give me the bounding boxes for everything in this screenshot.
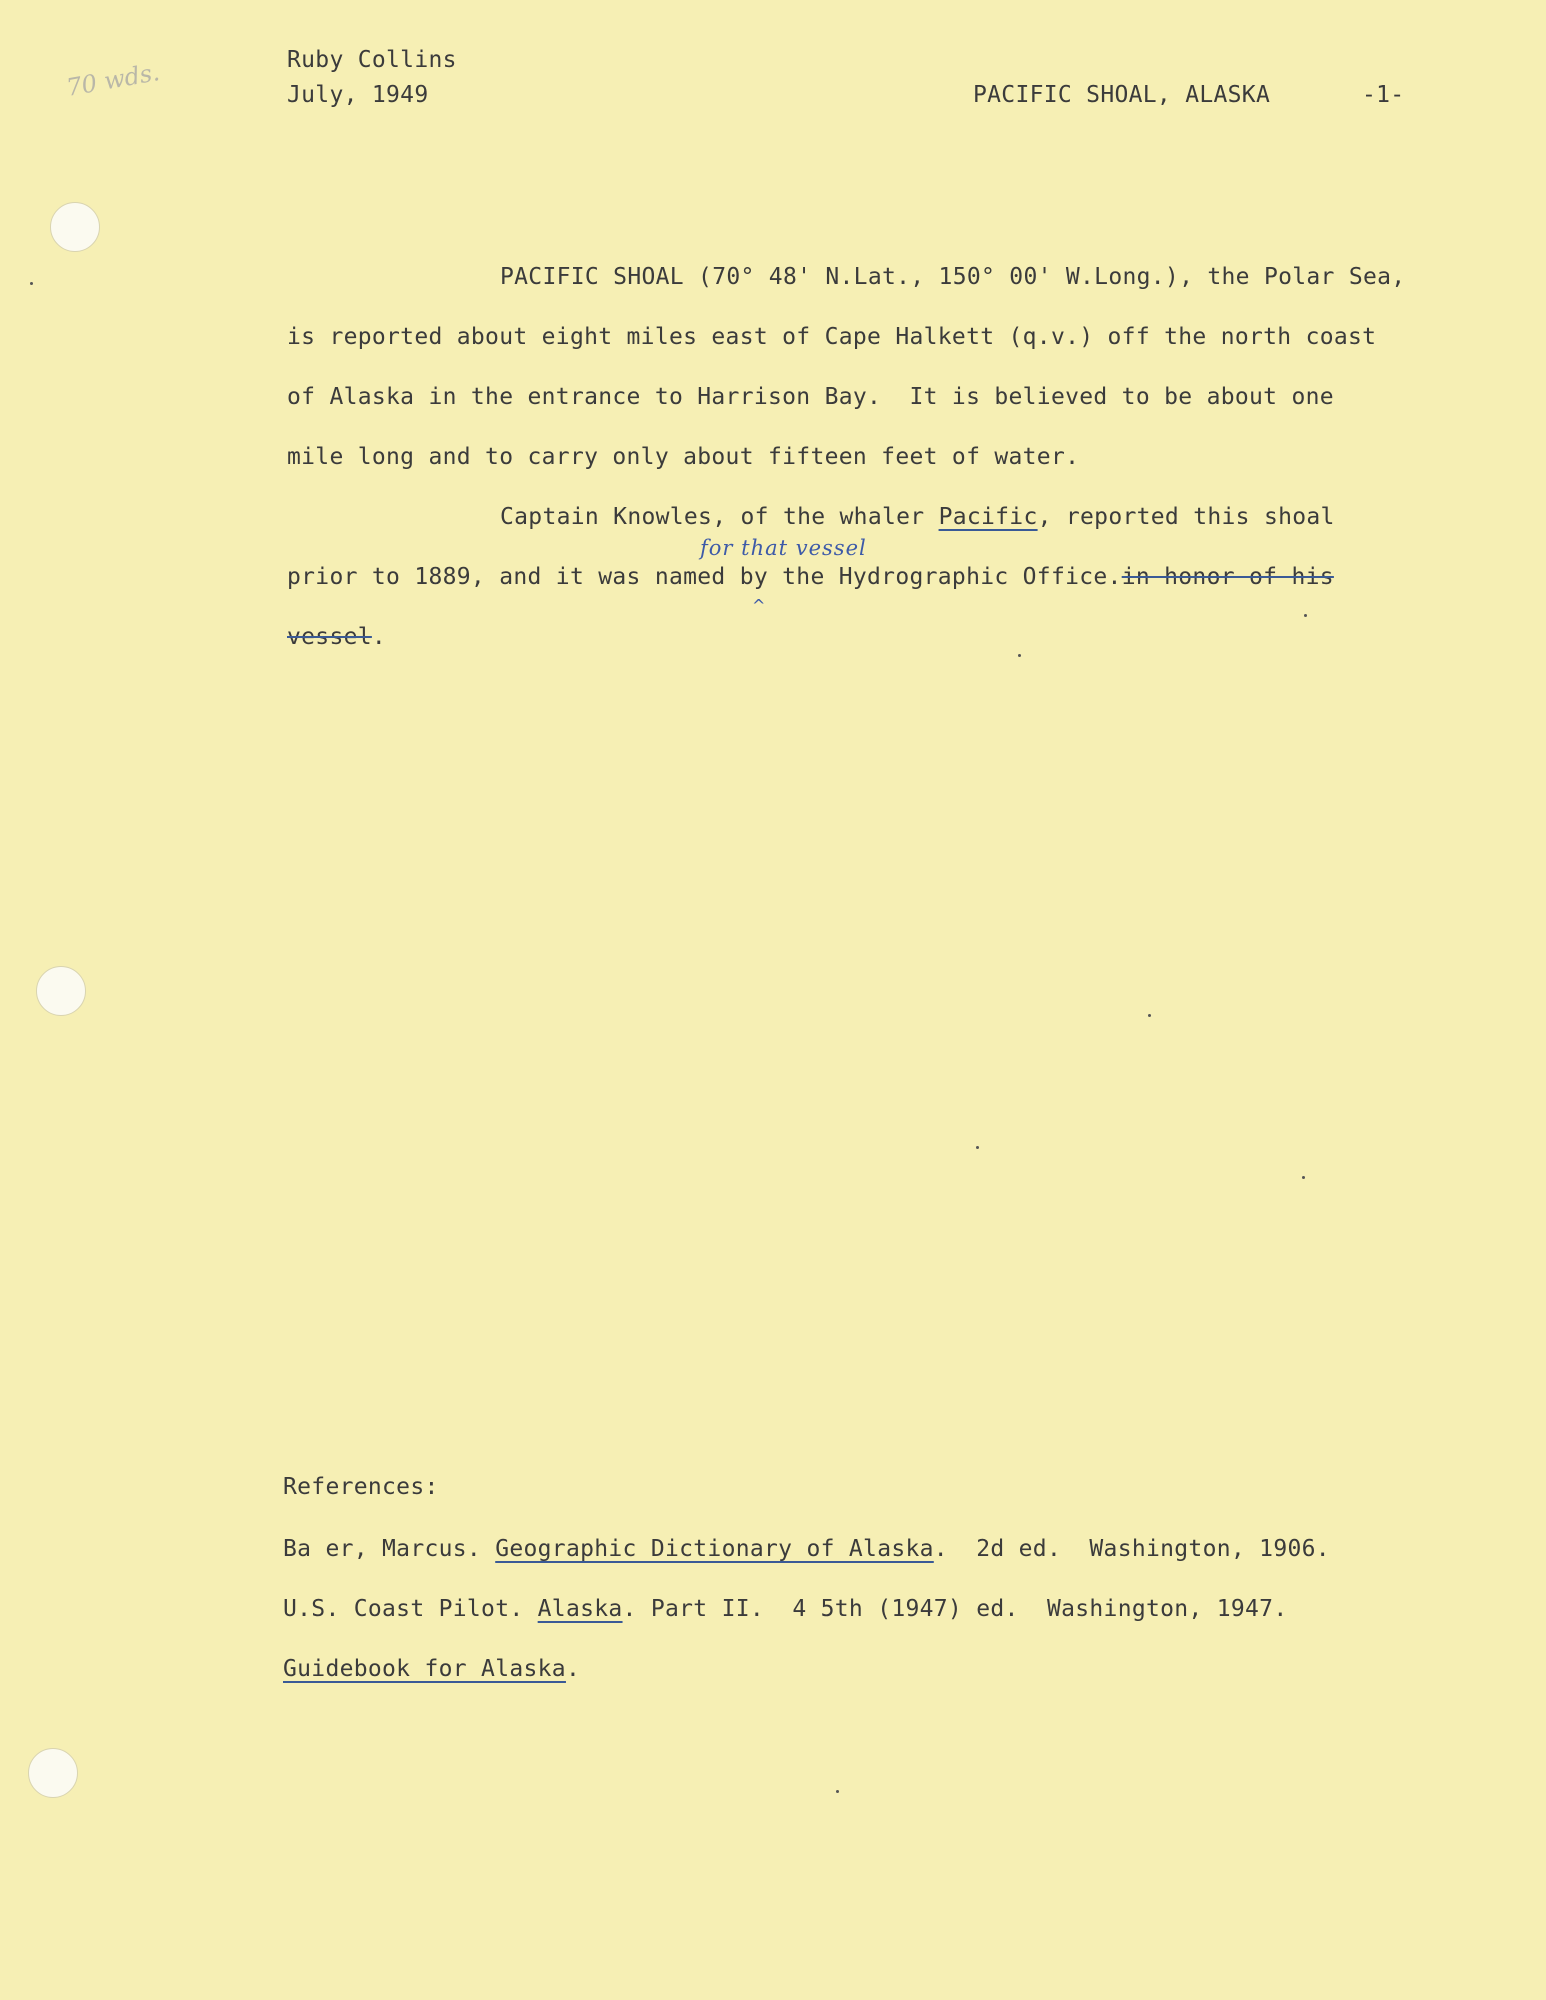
document-title: PACIFIC SHOAL, ALASKA [973, 82, 1271, 108]
reference-3 [283, 1656, 580, 1682]
paragraph-2-suffix: , reported this shoal [1037, 504, 1335, 530]
reference-1-rest: . 2d ed. Washington, 1906. [933, 1536, 1330, 1562]
reference-1-author: Ba er, Marcus. [283, 1536, 482, 1562]
reference-1-title: Geographic Dictionary of Alaska [495, 1536, 934, 1562]
document-date: July, 1949 [287, 82, 429, 108]
paragraph-2-line-2-text: prior to 1889, and it was named by the Hydrographic Office. [287, 564, 1122, 590]
references-heading: References: [283, 1474, 439, 1500]
page-number: -1- [1362, 82, 1405, 108]
paragraph-1-line-4: mile long and to carry only about fifteen feet of water. [287, 444, 1080, 470]
reference-1 [283, 1536, 1330, 1562]
reference-2 [283, 1596, 1287, 1622]
vessel-name-pacific: Pacific [938, 504, 1038, 530]
author-name: Ruby Collins [287, 47, 457, 73]
paragraph-2-line-1 [500, 504, 1335, 530]
punch-hole-top [50, 202, 100, 252]
paper-speck [1148, 1014, 1151, 1017]
paragraph-2-prefix: Captain Knowles, of the whaler [500, 504, 939, 530]
paragraph-2-line-3-end: . [371, 624, 387, 650]
paper-speck [1018, 654, 1021, 657]
punch-hole-bottom [28, 1748, 78, 1798]
paragraph-1-line-1: PACIFIC SHOAL (70° 48' N.Lat., 150° 00' W.Long.), the Polar Sea, [500, 264, 1406, 290]
paragraph-2-line-2 [287, 564, 1334, 590]
struck-text-vessel: vessel [287, 624, 372, 650]
paragraph-2-line-3 [287, 624, 386, 650]
reference-2-prefix: U.S. Coast Pilot. [283, 1596, 538, 1622]
paper-speck [1302, 1176, 1305, 1179]
paragraph-1-line-3: of Alaska in the entrance to Harrison Bay. It is believed to be about one [287, 384, 1334, 410]
struck-text-in-honor: in honor of his [1121, 564, 1334, 590]
reference-2-title: Alaska [537, 1596, 623, 1622]
paragraph-1-line-2: is reported about eight miles east of Cape Halkett (q.v.) off the north coast [287, 324, 1377, 350]
punch-hole-middle [36, 966, 86, 1016]
insertion-caret: ^ [752, 596, 766, 615]
reference-3-title: Guidebook for Alaska [283, 1656, 566, 1682]
handwritten-insertion: for that vessel [700, 536, 867, 560]
paper-speck [976, 1146, 979, 1149]
pencil-word-count-note: 70 wds. [64, 58, 162, 102]
paper-speck [1304, 614, 1307, 617]
paper-speck [836, 1790, 839, 1793]
reference-2-rest: . Part II. 4 5th (1947) ed. Washington, 1947. [622, 1596, 1288, 1622]
reference-3-end: . [565, 1656, 581, 1682]
paper-speck [30, 282, 33, 285]
